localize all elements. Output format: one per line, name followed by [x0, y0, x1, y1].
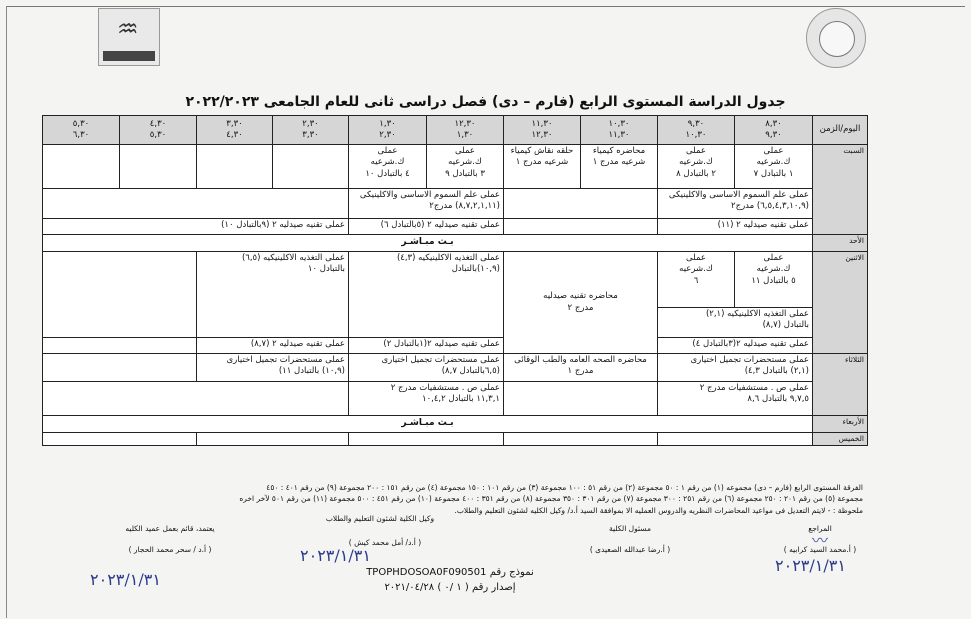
sun-live-stream: بـث مبـاشـر [43, 235, 813, 252]
sat-pharm-tech-c: عملى تقنيه صيدليه ٢ (٩بالتبادل ١٠) [43, 219, 349, 235]
sat-practical-group-2: عملى ك.شرعيه ٢ بالتبادل ٨ [658, 145, 735, 189]
dean-title: يعتمد، قائم بعمل عميد الكليه [125, 524, 215, 533]
header-row [43, 116, 868, 145]
sat-empty-1 [273, 145, 349, 189]
groups-note: ملحوظة : - لايتم التعديل فى مواعيد المحاضرات النظريه والدروس العمليه الا بموافقة السيد أ.د/ وكيل الكليه لشئون التعليم والطلاب. [454, 506, 863, 515]
tue-lecture-public-health: محاضره الصحه العامه والطب الوقائى مدرج ١ [504, 354, 658, 382]
sat-practical-group-3: عملى ك.شرعيه ٣ بالتبادل ٩ [427, 145, 504, 189]
mon-practical-group-6: عملى ك.شرعيه ٦ [658, 252, 735, 308]
time-header-1: ٨,٣٠ ٩,٣٠ [735, 116, 813, 145]
day-saturday: السبت [813, 145, 868, 235]
time-header-4: ١١,٣٠ ١٢,٣٠ [504, 116, 581, 145]
groups-line-1: الفرقة المستوى الرابع (فارم – دى) مجموعه (١) من رقم ١ : ٥٠ مجموعة (٢) من رقم ٥١ : ١٠٠ مجموعة (٣) من رقم ١٠١ : ١٥٠ مجموعة (٤) من رقم ١٥١ : ٢٠٠ مجموعة (٩) من رقم ٤٠١ : ٤٥٠ [266, 483, 863, 492]
reviewer-signature-mark: 〰 [811, 531, 828, 550]
sat-toxicology-a: عملى علم السموم الاساسى والاكلينيكى (٦,٥,٤,٣,١٠,٩) مدرج٢ [658, 189, 813, 219]
sat-empty-3 [120, 145, 197, 189]
pharmacy-faculty-logo: ♒ [98, 8, 160, 66]
form-issue-number: إصدار رقم ( ١ /٠ ) ٢٠٢١/٠٤/٢٨ [384, 582, 516, 593]
vice-dean-name: ( أ.د/ أمل محمد كيش ) [348, 538, 422, 547]
sat-empty-5 [504, 189, 658, 219]
day-tuesday: الثلاثاء [813, 354, 868, 416]
form-model-number: نموذج رقم TPOPHDOSOA0F090501 [366, 567, 534, 578]
dean-date: ٢٠٢٣/١/٣١ [90, 570, 161, 589]
university-seal-logo [806, 8, 866, 68]
sat-empty-6 [43, 189, 349, 219]
mon-pharm-tech-c: عملى تقنيه صيدليه ٢ (٨,٧) [197, 338, 349, 354]
sat-lecture-forensic-chem: محاضره كيمياء شرعيه مدرج ١ [581, 145, 658, 189]
mon-practical-group-5: عملى ك.شرعيه ٥ بالتبادل ١١ [735, 252, 813, 308]
day-thursday: الخميس [813, 433, 868, 446]
thu-empty-2 [504, 433, 658, 446]
sat-empty-2 [197, 145, 273, 189]
corner-cell: اليوم/الزمن [813, 116, 868, 145]
mon-nutrition-c: عملى التغذيه الاكلينيكيه (٢,١) بالتبادل (٨,٧) [658, 308, 813, 338]
sat-empty-4 [43, 145, 120, 189]
mon-pharm-tech-b: عملى تقنيه صيدليه ٢(١بالتبادل ٢) [349, 338, 504, 354]
time-header-2: ٩,٣٠ ١٠,٣٠ [658, 116, 735, 145]
page-title: جدول الدراسة المستوى الرابع (فارم – دى) فصل دراسى ثانى للعام الجامعى ٢٠٢٢/٢٠٢٣ [185, 94, 786, 110]
reviewer-name: ( أ.محمد السيد كرابيه ) [783, 545, 857, 554]
reviewer-date: ٢٠٢٣/١/٣١ [775, 556, 846, 575]
vice-dean-date: ٢٠٢٣/١/٣١ [300, 546, 371, 565]
tue-cosmetics-b: عملى مستحضرات تجميل اختيارى (٦,٥بالتبادل ٨,٧) [349, 354, 504, 382]
officer-title: مسئول الكلية [609, 524, 651, 533]
reviewer-title: المراجع [808, 524, 832, 533]
mon-pharm-tech-a: عملى تقنيه صيدليه ٢(٣بالتبادل ٤) [658, 338, 813, 354]
tue-cosmetics-c: عملى مستحضرات تجميل اختيارى (١٠,٩) بالتبادل ١١) [197, 354, 349, 382]
sat-practical-group-1: عملى ك.شرعيه ١ بالتبادل ٧ [735, 145, 813, 189]
sat-empty-7 [504, 219, 658, 235]
thu-empty-5 [43, 433, 197, 446]
schedule-table [42, 115, 868, 446]
thu-empty-4 [197, 433, 349, 446]
tue-hospital-b: عملى ص . مستشفيات مدرج ٢ ١١,٣,١ بالتبادل ١٠,٤,٢ [349, 382, 504, 416]
mon-nutrition-b: عملى التغذيه الاكلينيكيه (٦,٥) بالتبادل ١٠ [197, 252, 349, 338]
tue-cosmetics-a: عملى مستحضرات تجميل اختيارى (٢,١) بالتبادل ٤,٣) [658, 354, 813, 382]
day-sunday: الأحد [813, 235, 868, 252]
tue-empty-1 [43, 354, 197, 382]
day-monday: الاثنين [813, 252, 868, 354]
time-header-7: ٢,٣٠ ٣,٣٠ [273, 116, 349, 145]
vice-dean-title: وكيل الكلية لشئون التعليم والطلاب [325, 514, 435, 523]
groups-line-2: مجموعة (٥) من رقم ٢٠١ : ٢٥٠ مجموعة (٦) من رقم ٢٥١ : ٣٠٠ مجموعة (٧) من رقم ٣٠١ : ٣٥٠ مجموعة (٨) من رقم ٣٥١ : ٤٠٠ مجموعة (١٠) من رقم ٤٥١ : ٥٠٠ مجموعة (١١) من رقم ٥٠١ لآخر اخره [239, 494, 863, 503]
thu-empty-3 [349, 433, 504, 446]
sat-practical-group-4: عملى ك.شرعيه ٤ بالتبادل ١٠ [349, 145, 427, 189]
time-header-9: ٤,٣٠ ٥,٣٠ [120, 116, 197, 145]
sat-pharm-tech-b: عملى تقنيه صيدليه ٢ (٥بالتبادل ٦) [349, 219, 504, 235]
mon-empty-2 [43, 338, 197, 354]
time-header-10: ٥,٣٠ ٦,٣٠ [43, 116, 120, 145]
sat-toxicology-b: عملى علم السموم الاساسى والاكلينيكى (٨,٧,٢,١,١١) مدرج٢ [349, 189, 504, 219]
day-wednesday: الأربعاء [813, 416, 868, 433]
tue-empty-2 [504, 382, 658, 416]
sat-pharm-tech-a: عملى تقنيه صيدليه ٢ (١١) [658, 219, 813, 235]
tue-hospital-a: عملى ص . مستشفيات مدرج ٢ ٩,٧,٥ بالتبادل ٨,٦ [658, 382, 813, 416]
time-header-6: ١,٣٠ ٢,٣٠ [349, 116, 427, 145]
thu-empty-1 [658, 433, 813, 446]
mon-nutrition-a: عملى التغذيه الاكلينيكيه (٤,٣) (١٠,٩)بالتبادل [349, 252, 504, 338]
mon-empty-1 [43, 252, 197, 338]
officer-name: ( أ.رضا عبدالله الصعيدى ) [589, 545, 671, 554]
wed-live-stream: بـث مبـاشـر [43, 416, 813, 433]
tue-empty-3 [43, 382, 349, 416]
time-header-8: ٣,٣٠ ٤,٣٠ [197, 116, 273, 145]
time-header-3: ١٠,٣٠ ١١,٣٠ [581, 116, 658, 145]
mon-lecture-pharm-tech: محاضره تقنيه صيدليه مدرج ٢ [504, 252, 658, 354]
time-header-5: ١٢,٣٠ ١,٣٠ [427, 116, 504, 145]
top-border-line [6, 6, 965, 7]
dean-name: ( أ.د / سحر محمد الحجار ) [128, 545, 212, 554]
sat-discussion-forensic-chem: حلقه نقاش كيمياء شرعيه مدرج ١ [504, 145, 581, 189]
